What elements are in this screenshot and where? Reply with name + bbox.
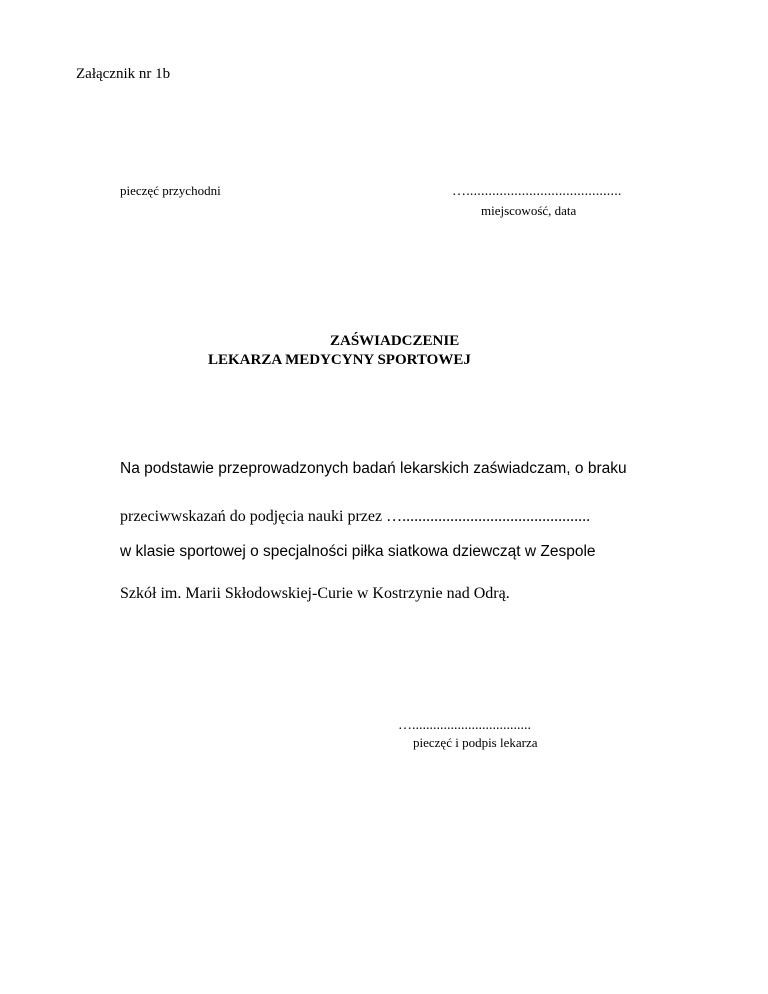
annex-label: Załącznik nr 1b bbox=[76, 66, 171, 82]
document-subtitle: LEKARZA MEDYCYNY SPORTOWEJ bbox=[208, 352, 471, 368]
document-title: ZAŚWIADCZENIE bbox=[330, 333, 460, 349]
body-text-line-3: w klasie sportowej o specjalności piłka siatkowa dziewcząt w Zespole bbox=[120, 543, 596, 560]
signature-dotted-line: ….................................. bbox=[398, 718, 531, 733]
place-date-dotted-line: ….......................................... bbox=[452, 184, 622, 199]
body-text-line-1: Na podstawie przeprowadzonych badań lekarskich zaświadczam, o braku bbox=[120, 460, 627, 477]
signature-label: pieczęć i podpis lekarza bbox=[413, 735, 538, 750]
body-text-line-2: przeciwwskazań do podjęcia nauki przez …............................................... bbox=[120, 508, 591, 525]
clinic-stamp-label: pieczęć przychodni bbox=[120, 183, 221, 198]
place-date-label: miejscowość, data bbox=[481, 203, 577, 218]
body-text-line-4: Szkół im. Marii Skłodowskiej-Curie w Kostrzynie nad Odrą. bbox=[120, 585, 510, 602]
